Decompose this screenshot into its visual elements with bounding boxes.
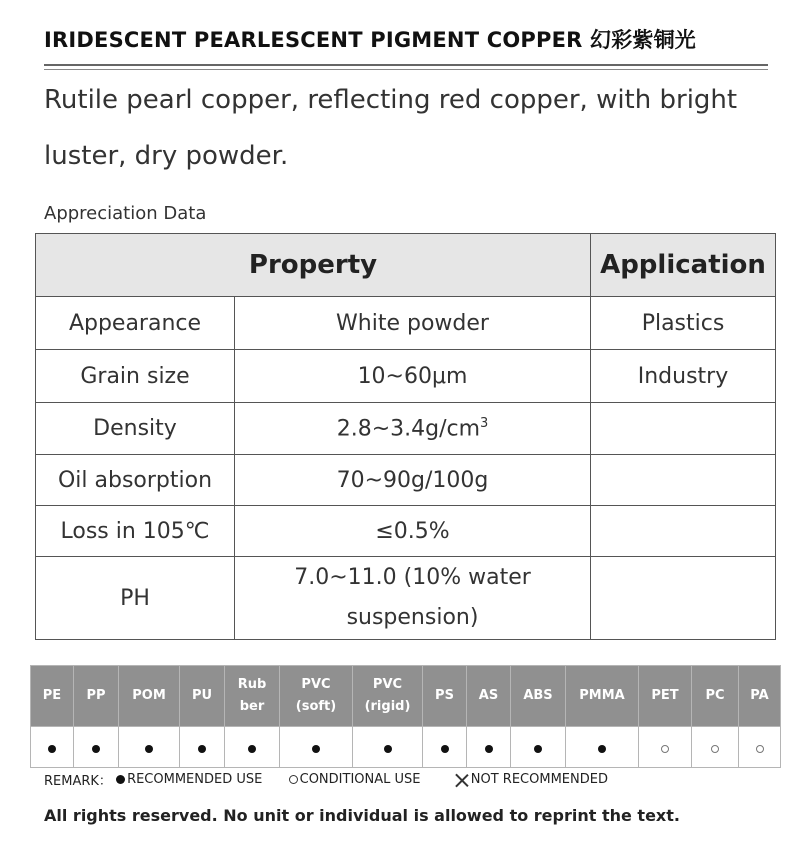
title-divider-thin [44, 69, 768, 70]
compatibility-mark [180, 727, 225, 768]
material-label: PVC (soft) [280, 666, 353, 727]
conditional-circle-icon [711, 745, 719, 753]
material-label: ABS [511, 666, 566, 727]
compatibility-mark [74, 727, 119, 768]
property-value: 10~60μm [235, 350, 591, 403]
material-label: AS [467, 666, 511, 727]
compatibility-mark [692, 727, 739, 768]
recommended-dot-icon [485, 745, 493, 753]
compatibility-mark [639, 727, 692, 768]
property-name: PH [36, 557, 235, 640]
density-exponent: 3 [480, 415, 489, 431]
property-name: Grain size [36, 350, 235, 403]
material-header-row [31, 666, 781, 727]
property-name: Appearance [36, 297, 235, 350]
property-table [35, 233, 776, 640]
material-label: PVC (rigid) [353, 666, 423, 727]
compatibility-mark [423, 727, 467, 768]
table-row [36, 557, 776, 640]
application-value: Plastics [591, 297, 776, 350]
recommended-dot-icon [198, 745, 206, 753]
compatibility-table [30, 665, 781, 768]
application-value [591, 455, 776, 506]
compatibility-mark [119, 727, 180, 768]
material-label: PC [692, 666, 739, 727]
compatibility-mark [353, 727, 423, 768]
recommended-dot-icon [312, 745, 320, 753]
not-recommended-legend-text: NOT RECOMMENDED [470, 772, 608, 787]
application-value: Industry [591, 350, 776, 403]
material-label: PP [74, 666, 119, 727]
property-name: Oil absorption [36, 455, 235, 506]
material-label: PET [639, 666, 692, 727]
compatibility-mark [31, 727, 74, 768]
property-value: 70~90g/100g [235, 455, 591, 506]
property-table-header-row [36, 234, 776, 297]
material-label: PMMA [566, 666, 639, 727]
recommended-dot-icon [534, 745, 542, 753]
material-label: PU [180, 666, 225, 727]
compatibility-mark [280, 727, 353, 768]
conditional-legend-text: CONDITIONAL USE [299, 772, 421, 787]
application-value [591, 403, 776, 455]
recommended-dot-icon [248, 745, 256, 753]
ph-value-line2: suspension) [346, 605, 479, 630]
property-name: Loss in 105℃ [36, 506, 235, 557]
recommended-dot-icon [48, 745, 56, 753]
compatibility-mark [511, 727, 566, 768]
recommended-dot-icon [116, 775, 125, 784]
recommended-dot-icon [92, 745, 100, 753]
property-value: White powder [235, 297, 591, 350]
remark-label: REMARK： [44, 774, 112, 789]
ph-value-line1: 7.0~11.0 (10% water [294, 565, 531, 590]
recommended-dot-icon [598, 745, 606, 753]
property-name: Density [36, 403, 235, 455]
density-value: 2.8~3.4g/cm [336, 416, 481, 442]
recommended-dot-icon [384, 745, 392, 753]
application-value [591, 506, 776, 557]
compatibility-mark [739, 727, 781, 768]
property-value [235, 403, 591, 455]
property-value [235, 557, 591, 640]
table-row [36, 506, 776, 557]
table-caption: Appreciation Data [44, 203, 207, 224]
compatibility-mark [566, 727, 639, 768]
conditional-circle-icon [756, 745, 764, 753]
material-label: POM [119, 666, 180, 727]
recommended-dot-icon [441, 745, 449, 753]
property-header: Property [36, 234, 591, 297]
material-label: PA [739, 666, 781, 727]
material-label: PE [31, 666, 74, 727]
material-label: PS [423, 666, 467, 727]
recommended-legend-text: RECOMMENDED USE [127, 772, 263, 787]
compatibility-mark [467, 727, 511, 768]
copyright-notice: All rights reserved. No unit or individual is allowed to reprint the text. [44, 806, 680, 825]
compatibility-mark [225, 727, 280, 768]
recommended-dot-icon [145, 745, 153, 753]
property-value: ≤0.5% [235, 506, 591, 557]
material-label: Rub ber [225, 666, 280, 727]
application-header: Application [591, 234, 776, 297]
table-row [36, 403, 776, 455]
not-recommended-x-icon [455, 773, 469, 787]
table-row [36, 297, 776, 350]
table-row [36, 350, 776, 403]
application-value [591, 557, 776, 640]
compatibility-marks-row [31, 727, 781, 768]
conditional-circle-icon [661, 745, 669, 753]
remark-legend [44, 770, 608, 789]
page-title: IRIDESCENT PEARLESCENT PIGMENT COPPER 幻彩紫铜光 [44, 28, 697, 52]
product-description: Rutile pearl copper, reflecting red copper, with bright luster, dry powder. [44, 85, 738, 171]
title-divider-thick [44, 64, 768, 66]
table-row [36, 455, 776, 506]
conditional-circle-icon [289, 775, 298, 784]
